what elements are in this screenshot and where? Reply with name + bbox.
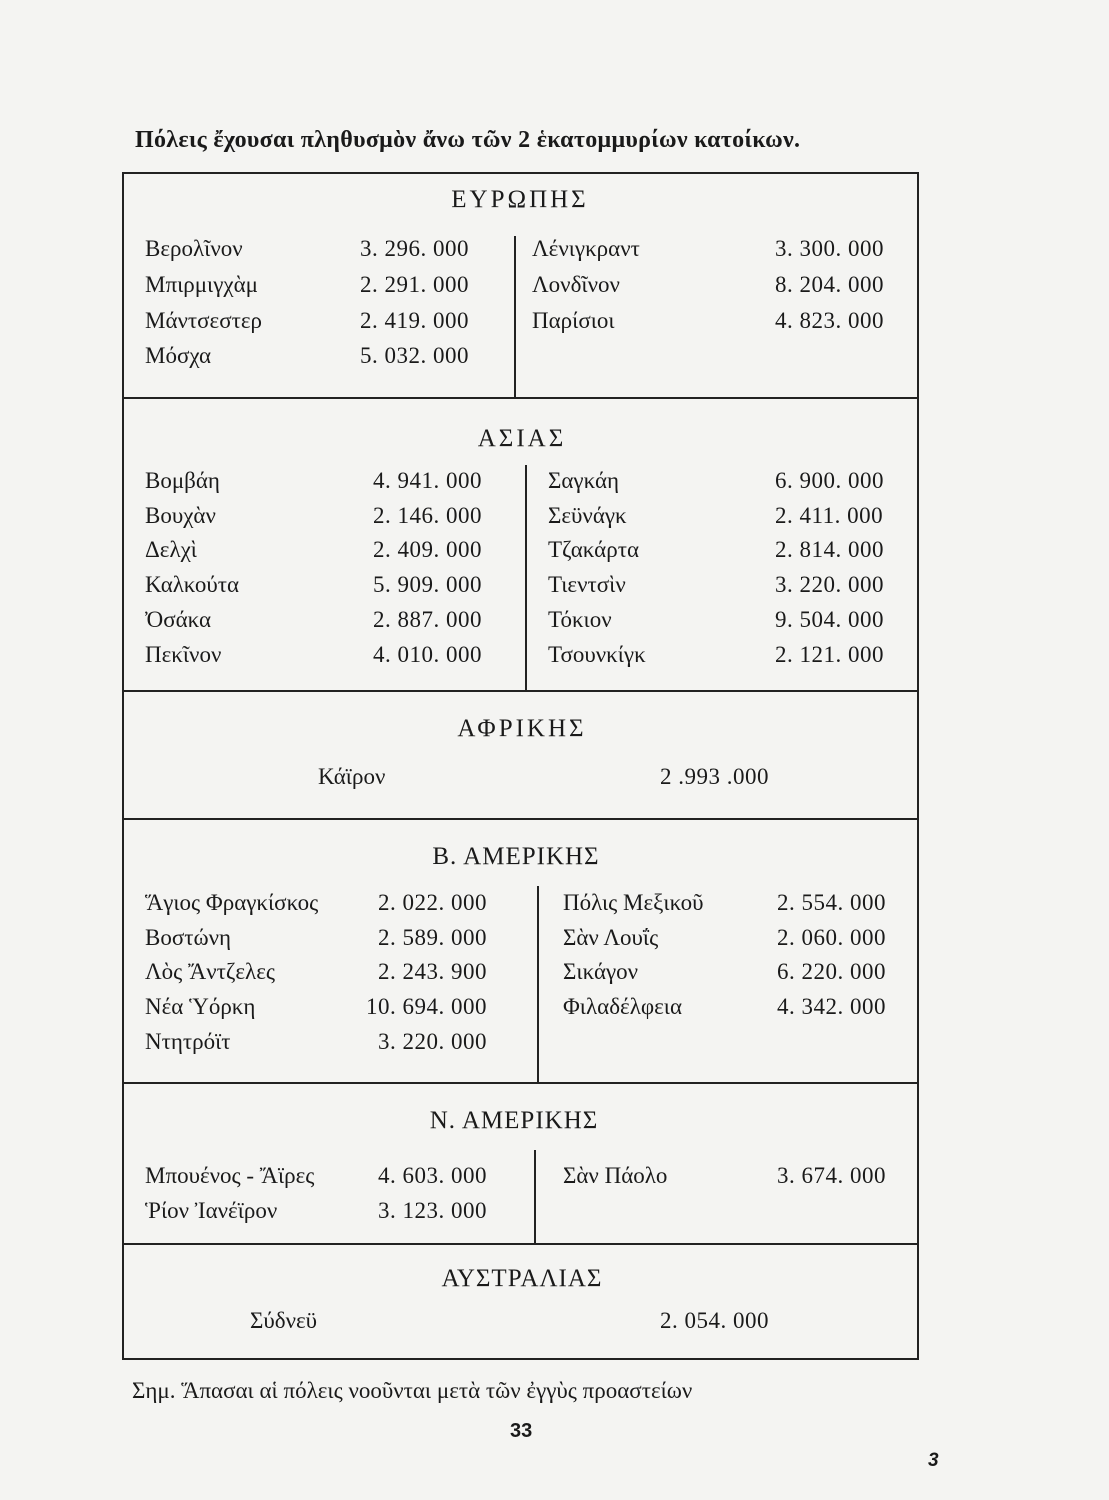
city-population: 2. 121. 000 [775, 642, 884, 667]
footnote: Σημ. Ἅπασαι αἱ πόλεις νοοῦνται μετὰ τῶν ἐγγὺς προαστείων [132, 1378, 693, 1403]
city-population: 3. 220. 000 [378, 1029, 487, 1054]
divider [122, 1082, 919, 1084]
city-population: 5. 032. 000 [360, 343, 469, 368]
city-name: Ὀσάκα [145, 607, 212, 632]
city-population: 3. 296. 000 [360, 236, 469, 261]
city-name: Πόλις Μεξικοῦ [563, 890, 704, 915]
city-name: Τόκιον [548, 607, 612, 632]
city-population: 2. 409. 000 [373, 537, 482, 562]
city-population: 2. 060. 000 [777, 925, 886, 950]
city-name: Βομβάη [145, 468, 220, 493]
city-population: 2. 054. 000 [660, 1308, 769, 1333]
column-divider [525, 465, 527, 690]
divider [122, 818, 919, 820]
city-population: 2. 814. 000 [775, 537, 884, 562]
section-heading-africa: ΑΦΡΙΚΗΣ [457, 715, 587, 742]
section-heading-south-america: Ν. ΑΜΕΡΙΚΗΣ [429, 1107, 599, 1134]
city-population: 4. 941. 000 [373, 468, 482, 493]
divider [122, 1243, 919, 1245]
column-divider [537, 886, 539, 1082]
city-population: 8. 204. 000 [775, 272, 884, 297]
city-name: Βουχὰν [145, 503, 216, 528]
city-name: Σαγκάη [548, 468, 620, 493]
city-name: Ῥίον Ἰανέϊρον [145, 1198, 278, 1223]
city-population: 2. 291. 000 [360, 272, 469, 297]
city-population: 4. 603. 000 [378, 1163, 487, 1188]
city-name: Δελχὶ [145, 537, 197, 562]
page-title: Πόλεις ἔχουσαι πληθυσμὸν ἄνω τῶν 2 ἑκατομμυρίων κατοίκων. [135, 127, 801, 153]
city-name: Κάϊρον [318, 764, 386, 789]
city-population: 4. 342. 000 [777, 994, 886, 1019]
column-divider [514, 236, 516, 397]
column-divider [534, 1150, 536, 1243]
city-population: 10. 694. 000 [366, 994, 487, 1019]
city-name: Λένιγκραντ [532, 236, 640, 261]
section-heading-north-america: Β. ΑΜΕΡΙΚΗΣ [432, 843, 600, 870]
city-name: Σικάγον [563, 959, 639, 984]
city-name: Τζακάρτα [548, 537, 640, 562]
section-heading-asia: ΑΣΙΑΣ [477, 425, 567, 452]
city-population: 3. 220. 000 [775, 572, 884, 597]
city-population: 2. 589. 000 [378, 925, 487, 950]
city-population: 5. 909. 000 [373, 572, 482, 597]
city-population: 3. 300. 000 [775, 236, 884, 261]
city-population: 4. 010. 000 [373, 642, 482, 667]
city-name: Φιλαδέλφεια [563, 994, 683, 1019]
city-population: 2. 022. 000 [378, 890, 487, 915]
city-name: Σὰν Πάολο [563, 1163, 668, 1188]
city-name: Τιεντσὶν [548, 572, 626, 597]
city-population: 6. 220. 000 [777, 959, 886, 984]
city-name: Παρίσιοι [532, 308, 615, 333]
city-name: Καλκούτα [145, 572, 240, 597]
city-population: 2. 146. 000 [373, 503, 482, 528]
divider [122, 690, 919, 692]
city-name: Τσουνκίγκ [548, 642, 646, 667]
city-name: Σύδνεϋ [250, 1308, 318, 1333]
city-population: 6. 900. 000 [775, 468, 884, 493]
corner-number: 3 [928, 1450, 939, 1471]
city-population: 4. 823. 000 [775, 308, 884, 333]
city-name: Νέα Ὑόρκη [145, 994, 256, 1019]
city-population: 2. 554. 000 [777, 890, 886, 915]
city-population: 2. 243. 900 [378, 959, 487, 984]
city-name: Σεϋνάγκ [548, 503, 627, 528]
city-name: Βερολῖνον [145, 236, 243, 261]
city-population: 9. 504. 000 [775, 607, 884, 632]
city-population: 3. 123. 000 [378, 1198, 487, 1223]
city-name: Μπιρμιγχὰμ [145, 272, 259, 297]
city-name: Ντητρόϊτ [145, 1029, 231, 1054]
city-name: Μόσχα [145, 343, 212, 368]
section-heading-europe: ΕΥΡΩΠΗΣ [451, 186, 589, 213]
city-name: Λονδῖνον [532, 272, 620, 297]
city-name: Λὸς Ἄντζελες [145, 959, 275, 984]
city-population: 3. 674. 000 [777, 1163, 886, 1188]
section-heading-australia: ΑΥΣΤΡΑΛΙΑΣ [441, 1265, 603, 1292]
city-population: 2. 411. 000 [775, 503, 884, 528]
city-population: 2 .993 .000 [660, 764, 769, 789]
city-name: Πεκῖνον [145, 642, 222, 667]
page-number: 33 [510, 1420, 533, 1442]
divider [122, 397, 919, 399]
city-name: Μάντσεστερ [145, 308, 262, 333]
city-population: 2. 419. 000 [360, 308, 469, 333]
city-name: Βοστώνη [145, 925, 232, 950]
city-name: Σὰν Λουΐς [563, 925, 659, 950]
city-population: 2. 887. 000 [373, 607, 482, 632]
city-name: Μπουένος - Ἄϊρες [145, 1163, 315, 1188]
city-name: Ἅγιος Φραγκίσκος [145, 890, 319, 915]
